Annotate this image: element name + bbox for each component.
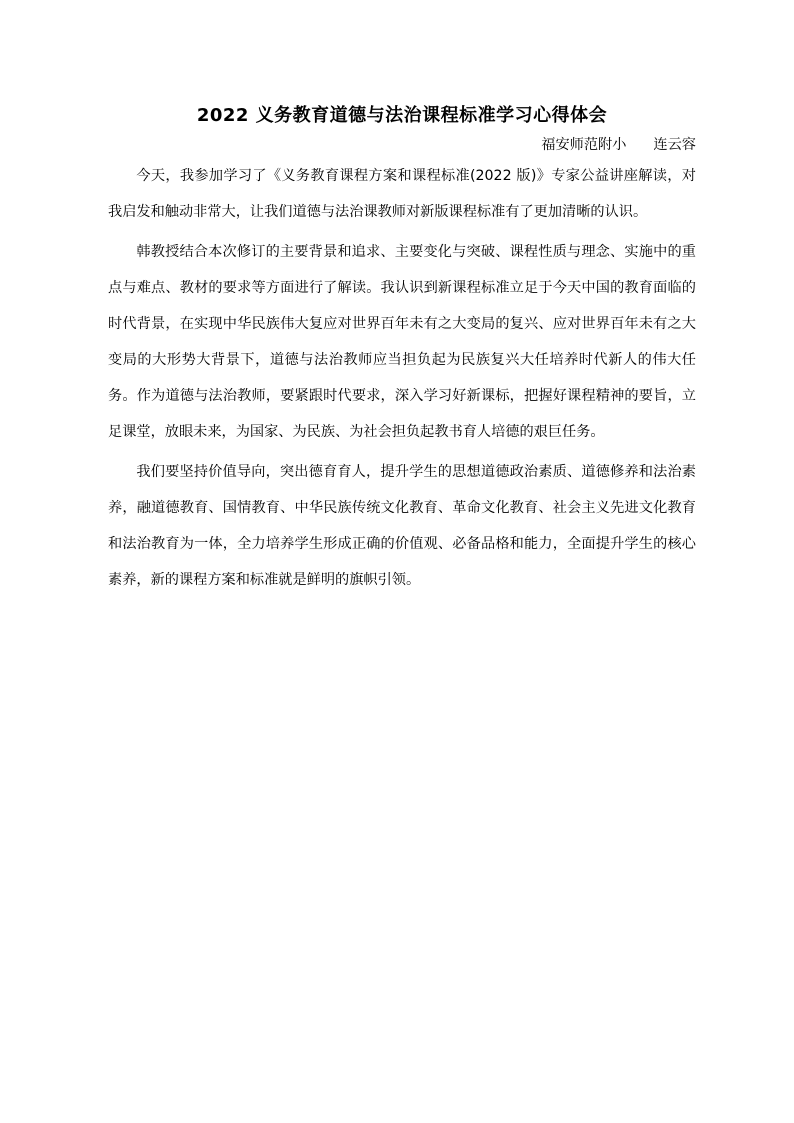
paragraph-2: 韩教授结合本次修订的主要背景和追求、主要变化与突破、课程性质与理念、实施中的重点与难点、教材的要求等方面进行了解读。我认识到新课程标准立足于今天中国的教育面临的时代背景，在实现中华民族伟大复应对世界百年未有之大变局的复兴、应对世界百年未有之大变局的大形势大背景下，道德与法治教师应当担负起为民族复兴大任培养时代新人的伟大任务。作为道德与法治教师，要紧跟时代要求，深入学习好新课标，把握好课程精神的要旨，立足课堂，放眼未来，为国家、为民族、为社会担负起教书育人培德的艰巨任务。 [108,244,696,440]
document-body [108,100,696,598]
author-byline: 福安师范附小 连云容 [541,137,696,153]
paragraph-1: 今天，我参加学习了《义务教育课程方案和课程标准(2022 版)》专家公益讲座解读，对我启发和触动非常大，让我们道德与法治课教师对新版课程标准有了更加清晰的认识。 [108,168,696,220]
paragraph-3: 我们要坚持价值导向，突出德育育人，提升学生的思想道德政治素质、道德修养和法治素养，融道德教育、国情教育、中华民族传统文化教育、革命文化教育、社会主义先进文化教育和法治教育为一体，全力培养学生形成正确的价值观、必备品格和能力，全面提升学生的核心素养，新的课程方案和标准就是鲜明的旗帜引领。 [108,464,696,588]
page-title: 2022 义务教育道德与法治课程标准学习心得体会 [196,105,608,126]
